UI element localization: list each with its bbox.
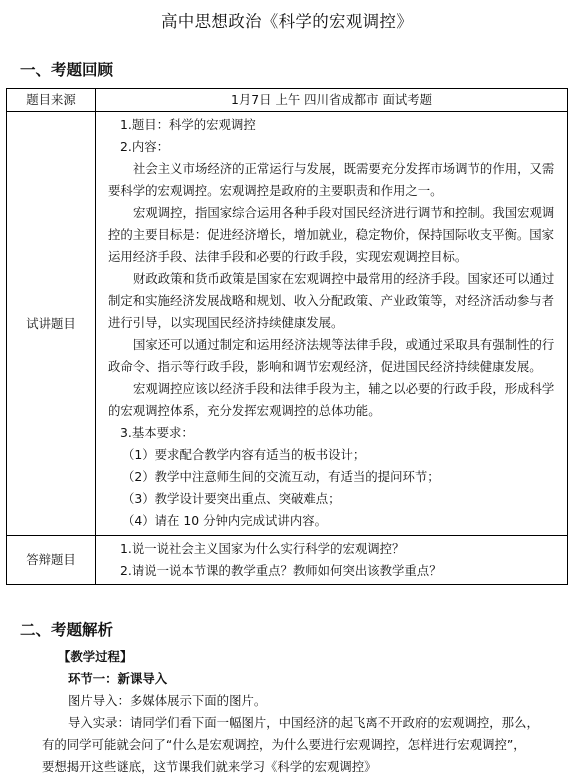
- lecture-content-cell: [96, 112, 568, 536]
- source-label: 题目来源: [26, 92, 76, 107]
- image-intro-line: 图片导入：多媒体展示下面的图片。: [68, 693, 267, 708]
- requirement-item: （4）请在 10 分钟内完成试讲内容。: [122, 513, 327, 528]
- document-title: 高中思想政治《科学的宏观调控》: [161, 12, 413, 31]
- intro-paragraph-line: 要想揭开这些谜底，这节课我们就来学习《科学的宏观调控》: [42, 759, 377, 774]
- content-paragraph: 宏观调控，指国家综合运用各种手段对国民经济进行调节和控制。我国宏观调控的主要目标是：促进经济增长，增加就业，稳定物价，保持国际收支平衡。国家运用经济手段、法律手段和必要的行政手段，实现宏观调控目标。: [108, 205, 555, 264]
- requirements-label: 3.基本要求：: [120, 425, 194, 440]
- intro-paragraph-line: 导入实录：请同学们看下面一幅图片，中国经济的起飞离不开政府的宏观调控，那么，: [68, 715, 539, 730]
- table-row-defense: [7, 536, 568, 585]
- section-heading-analysis: 二、考题解析: [20, 621, 114, 639]
- topic-line: 1.题目：科学的宏观调控: [120, 117, 256, 132]
- defense-content-cell: [96, 536, 568, 585]
- teaching-process-heading: 【教学过程】: [58, 649, 133, 664]
- source-label-cell: [7, 89, 96, 112]
- defense-question: 2.请说一说本节课的教学重点？教师如何突出该教学重点？: [120, 563, 442, 578]
- requirement-item: （3）教学设计要突出重点、突破难点；: [122, 491, 341, 506]
- defense-label: 答辩题目: [26, 552, 76, 567]
- intro-paragraph-line: 有的同学可能就会问了“什么是宏观调控，为什么要进行宏观调控，怎样进行宏观调控”，: [42, 737, 526, 752]
- source-value-cell: [96, 89, 568, 112]
- source-value: 1月7日 上午 四川省成都市 面试考题: [230, 92, 433, 107]
- section-heading-review: 一、考题回顾: [20, 61, 114, 79]
- content-paragraph: 财政政策和货币政策是国家在宏观调控中最常用的经济手段。国家还可以通过制定和实施经济发展战略和规划、收入分配政策、产业政策等，对经济活动参与者进行引导，以实现国民经济持续健康发展。: [108, 271, 555, 330]
- step-heading: 环节一：新课导入: [68, 671, 168, 686]
- content-paragraph: 国家还可以通过制定和运用经济法规等法律手段，或通过采取具有强制性的行政命令、指示等行政手段，影响和调节宏观经济，促进国民经济持续健康发展。: [108, 337, 555, 374]
- requirement-item: （2）教学中注意师生间的交流互动，有适当的提问环节；: [122, 469, 440, 484]
- defense-question: 1.说一说社会主义国家为什么实行科学的宏观调控？: [120, 541, 405, 556]
- content-paragraph: 宏观调控应该以经济手段和法律手段为主，辅之以必要的行政手段，形成科学的宏观调控体系，充分发挥宏观调控的总体功能。: [108, 381, 555, 418]
- content-paragraph: 社会主义市场经济的正常运行与发展，既需要充分发挥市场调节的作用，又需要科学的宏观调控。宏观调控是政府的主要职责和作用之一。: [108, 161, 555, 198]
- requirement-item: （1）要求配合教学内容有适当的板书设计；: [122, 447, 366, 462]
- table-row-lecture: [7, 112, 568, 536]
- exam-question-table: [6, 88, 568, 585]
- defense-label-cell: [7, 536, 96, 585]
- lecture-label-cell: [7, 112, 96, 536]
- table-row-source: [7, 89, 568, 112]
- analysis-body: [0, 646, 574, 778]
- lecture-label: 试讲题目: [26, 315, 76, 331]
- content-label: 2.内容：: [120, 139, 169, 154]
